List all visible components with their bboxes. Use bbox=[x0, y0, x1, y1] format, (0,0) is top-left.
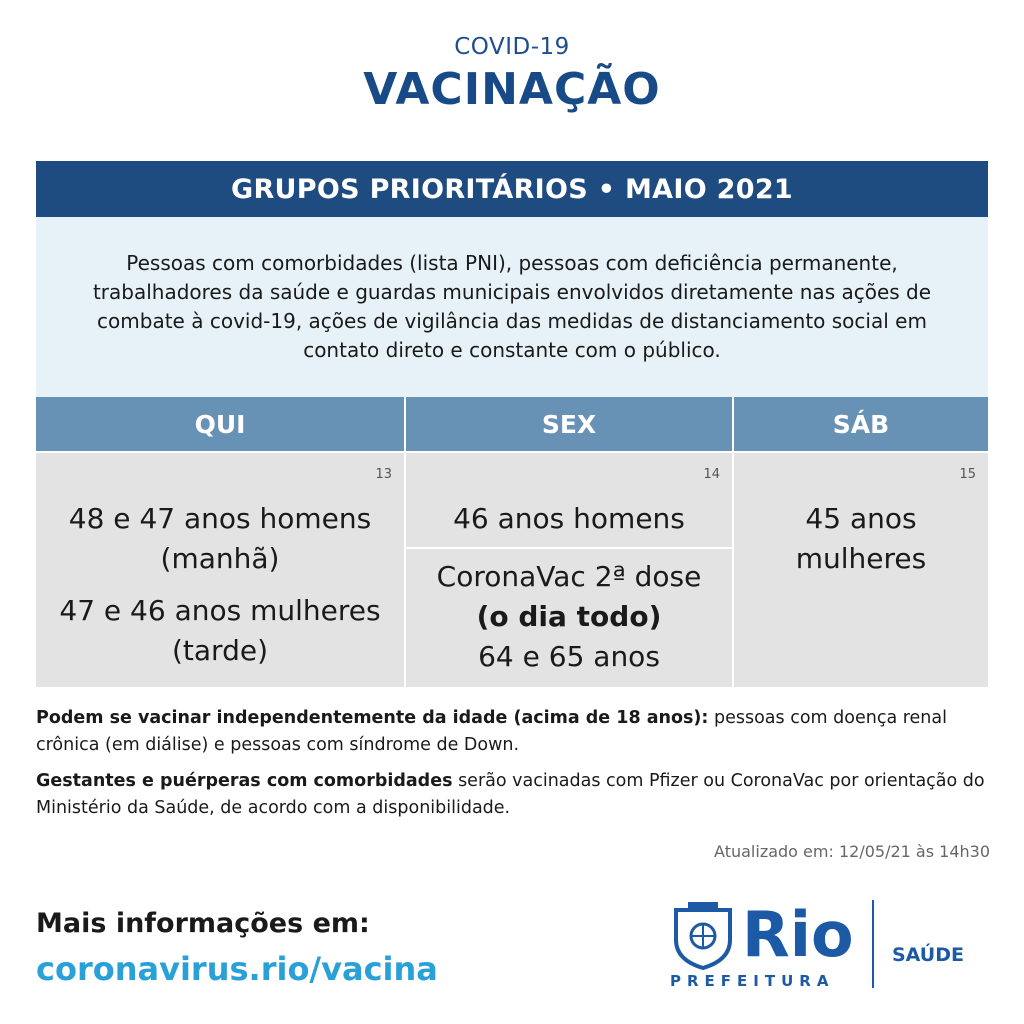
schedule-line: (tarde) bbox=[171, 634, 268, 667]
schedule-line: CoronaVac 2ª dose bbox=[436, 560, 702, 593]
info-link[interactable]: coronavirus.rio/vacina bbox=[36, 950, 438, 988]
day-cell-sab bbox=[734, 453, 988, 687]
pretitle: COVID-19 bbox=[454, 34, 570, 60]
description-text: Pessoas com comorbidades (lista PNI), pessoas com deficiência permanente, trabalhadores da saúde e guardas municipais envolvidos diretamente nas ações de combate à covid-19, ações de vigilância das medidas de distanciamento social em contato direto e constante com o público. bbox=[92, 251, 932, 362]
table-title-band: GRUPOS PRIORITÁRIOS • MAIO 2021 bbox=[36, 161, 988, 217]
schedule-line: (manhã) bbox=[160, 542, 280, 575]
date-number: 14 bbox=[703, 467, 720, 482]
note-bold: Podem se vacinar independentemente da idade (acima de 18 anos): bbox=[36, 708, 709, 728]
note-age-independent bbox=[36, 705, 988, 759]
schedule-line: 64 e 65 anos bbox=[478, 640, 660, 673]
note-bold: Gestantes e puérperas com comorbidades bbox=[36, 771, 453, 791]
more-info-label: Mais informações em: bbox=[36, 908, 370, 939]
date-number: 13 bbox=[375, 467, 392, 482]
priority-groups-table bbox=[36, 161, 988, 687]
day-header-qui: QUI bbox=[36, 397, 404, 451]
day-cell-sex-top bbox=[406, 453, 732, 547]
day-cell-sex-bottom bbox=[406, 549, 732, 687]
rio-coat-of-arms-icon bbox=[670, 900, 736, 970]
logo-divider bbox=[872, 900, 874, 988]
schedule-line: 47 e 46 anos mulheres bbox=[59, 594, 381, 627]
note-text: serão vacinadas com Pfizer ou CoronaVac por orientação do Ministério da Saúde, de acordo com a disponibilidade. bbox=[36, 771, 985, 818]
rio-logo-word: Rio bbox=[742, 898, 854, 971]
saude-label: SAÚDE bbox=[892, 944, 964, 966]
note-text: pessoas com doença renal crônica (em diálise) e pessoas com síndrome de Down. bbox=[36, 708, 947, 755]
note-pregnant bbox=[36, 768, 988, 822]
schedule-line: 46 anos homens bbox=[453, 502, 685, 535]
schedule-line: mulheres bbox=[795, 542, 927, 575]
day-header-sab: SÁB bbox=[734, 397, 988, 451]
date-number: 15 bbox=[959, 467, 976, 482]
schedule-line: 48 e 47 anos homens bbox=[68, 502, 372, 535]
day-cell-qui bbox=[36, 453, 404, 687]
groups-description bbox=[36, 217, 988, 397]
page-title: VACINAÇÃO bbox=[363, 64, 661, 115]
schedule-line: 45 anos bbox=[805, 502, 917, 535]
updated-timestamp: Atualizado em: 12/05/21 às 14h30 bbox=[714, 842, 990, 861]
schedule-line-bold: (o dia todo) bbox=[476, 600, 662, 633]
day-header-sex: SEX bbox=[406, 397, 732, 451]
prefeitura-label: PREFEITURA bbox=[670, 972, 835, 990]
